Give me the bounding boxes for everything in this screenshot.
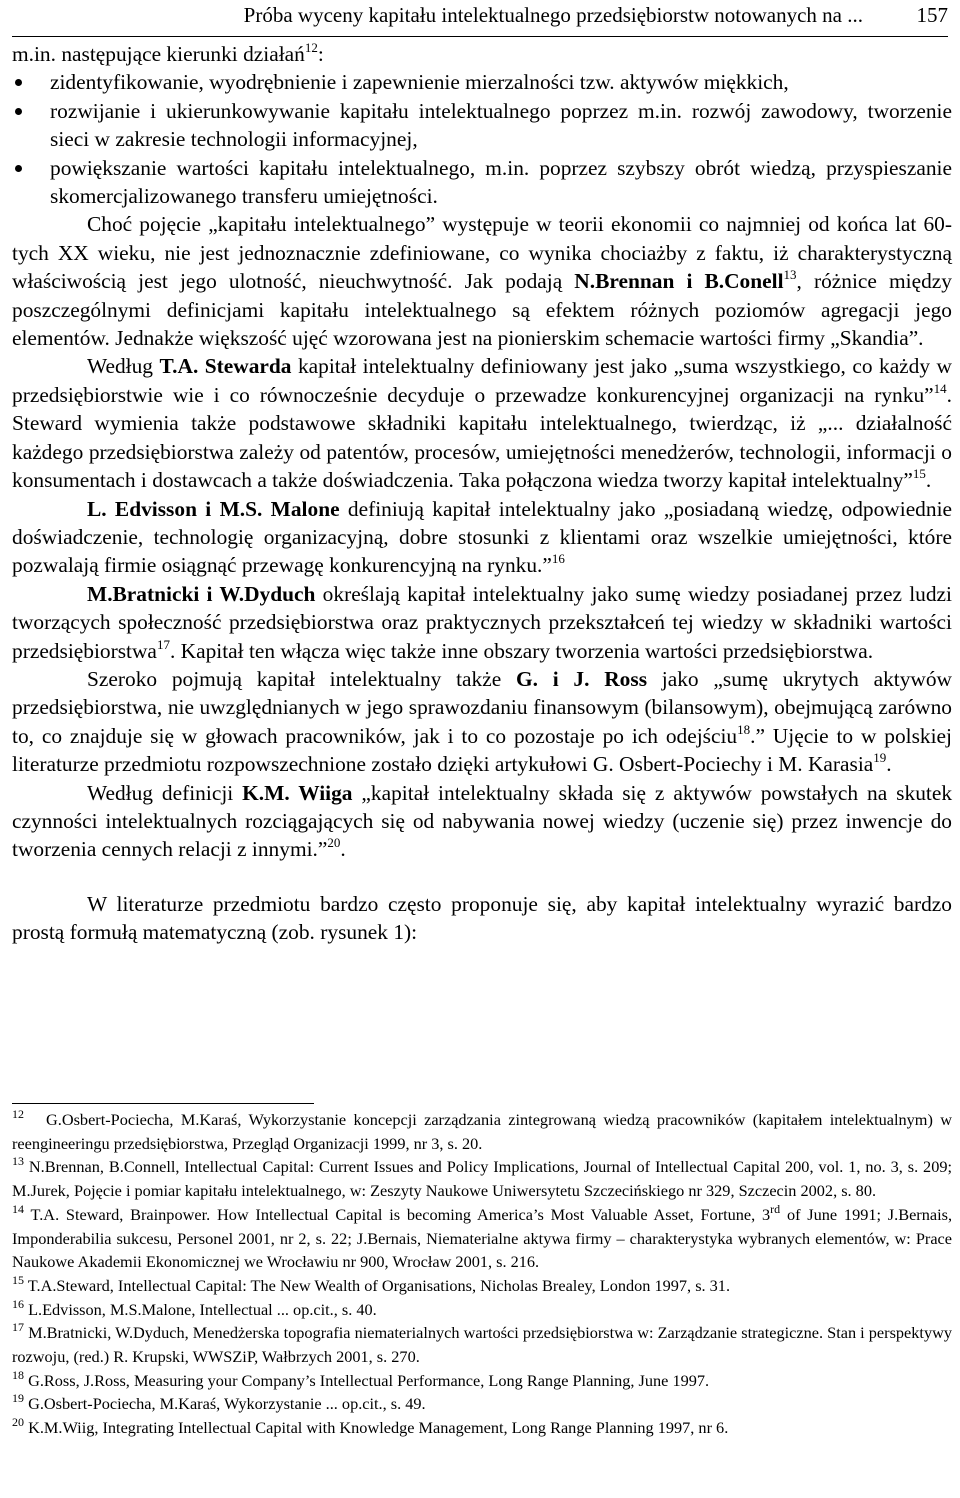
footnote: $^{16}$ L.Edvisson, M.S.Malone, Intellectual ... op.cit., s. 40. bbox=[12, 1296, 377, 1319]
footnote-ref: 14 bbox=[933, 380, 947, 396]
paragraph: Według T.A. Stewarda kapitał intelektualny definiowany jest jako „suma wszystkiego, co każdy w przedsiębiorstwie wie i co równocześnie decyduje o przewadze konkurencyjnej organizacji na rynku”$^{14}$. Steward wymienia także podstawowe składniki kapitału intelektualnego, twierdząc, iż „... działalność każdego przedsiębiorstwa zależy od patentów, procesów, umiejętności menedżerów, technologii, informacji o konsumentach i dostawcach a także doświadczenia. Taka połączona wiedza tworzy kapitał intelektualny”$^{15}$. bbox=[12, 354, 952, 493]
author-name: L. Edvisson i M.S. Malone bbox=[87, 496, 340, 521]
footnote: $^{12}$ G.Osbert-Pociecha, M.Karaś, Wykorzystanie koncepcji zarządzania zintegrowaną wiedzą pracowników (kapitałem intelektualnym) w reengineeringu przedsiębiorstwa, Przegląd Organizacji 1999, nr 3, s. 20. bbox=[12, 1107, 952, 1153]
footnote-ref: 16 bbox=[551, 551, 565, 567]
author-name: M.Bratnicki i W.Dyduch bbox=[87, 581, 316, 606]
paragraph-gap bbox=[12, 864, 952, 890]
footnote: $^{19}$ G.Osbert-Pociecha, M.Karaś, Wykorzystanie ... op.cit., s. 49. bbox=[12, 1391, 426, 1414]
bullet-item: zidentyfikowanie, wyodrębnienie i zapewnienie mierzalności tzw. aktywów miękkich, bbox=[12, 68, 952, 96]
running-header bbox=[12, 0, 948, 37]
footnote-ref: 15 bbox=[912, 466, 926, 482]
footnote-separator bbox=[12, 1103, 314, 1104]
footnote-ref: 17 bbox=[156, 636, 170, 652]
author-name: K.M. Wiiga bbox=[242, 780, 353, 805]
footnote-number: 13 bbox=[12, 1154, 24, 1169]
footnote: $^{18}$ G.Ross, J.Ross, Measuring your Company’s Intellectual Performance, Long Range Planning, June 1997. bbox=[12, 1367, 710, 1390]
footnote-number: 19 bbox=[12, 1391, 24, 1406]
footnote-number: 18 bbox=[12, 1367, 24, 1382]
ordinal-suffix: rd bbox=[770, 1201, 781, 1216]
paragraph: Choć pojęcie „kapitału intelektualnego” występuje w teorii ekonomii co najmniej od końca lat 60-tych XX wieku, nie jest jednoznacznie zdefiniowane, co wynika chociażby z faktu, iż charakterystyczną właściwością jest jego ulotność, nieuchwytność. Jak podają N.Brennan i B.Conell$^{13}$, różnice między poszczególnymi definicjami kapitału intelektualnego są efektem różnych poziomów agregacji jego elementów. Jednakże większość ujęć wzorowana jest na pionierskim schemacie wartości firmy „Skandia”. bbox=[12, 212, 952, 351]
footnote: $^{13}$ N.Brennan, B.Connell, Intellectual Capital: Current Issues and Policy Implications, Journal of Intellectual Capital 200, vol. 1, no. 3, s. 209; M.Jurek, Pojęcie i pomiar kapitału intelektualnego, w: Zeszyty Naukowe Uniwersytetu Szczecińskiego nr 329, Szczecin 2002, s. 80. bbox=[12, 1154, 952, 1201]
footnote-number: 15 bbox=[12, 1272, 24, 1287]
header-title: Próba wyceny kapitału intelektualnego przedsiębiorstw notowanych na ... bbox=[243, 3, 863, 27]
footnotes bbox=[12, 1108, 952, 1440]
bullet-item: powiększanie wartości kapitału intelektualnego, m.in. poprzez szybszy obrót wiedzą, przyspieszanie skomercjalizowanego transferu umiejętności. bbox=[12, 154, 952, 211]
author-name: G. i J. Ross bbox=[515, 666, 648, 691]
paragraph: L. Edvisson i M.S. Malone definiują kapitał intelektualny jako „posiadaną wiedzę, odpowiednie doświadczenie, technologię organizacyjną, dobre stosunki z klientami oraz wszelkie umiejętności, które pozwalają firmie osiągnąć przewagę konkurencyjną na rynku.”$^{16}$ bbox=[12, 496, 953, 578]
main-text bbox=[12, 40, 952, 947]
footnote-number: 20 bbox=[12, 1415, 24, 1430]
footnote-number: 17 bbox=[12, 1320, 24, 1335]
footnote: $^{20}$ K.M.Wiig, Integrating Intellectual Capital with Knowledge Management, Long Range Planning 1997, nr 6. bbox=[12, 1415, 729, 1438]
paragraph: W literaturze przedmiotu bardzo często proponuje się, aby kapitał intelektualny wyrazić bardzo prostą formułą matematyczną (zob. rysunek 1): bbox=[12, 891, 952, 945]
footnote-number: 14 bbox=[12, 1201, 24, 1216]
paragraph: Według definicji K.M. Wiiga „kapitał intelektualny składa się z aktywów powstałych na skutek czynności intelektualnych rozciągających się od nabywania nowej wiedzy (uczenie się) przez inwencje do tworzenia cennych relacji z innymi.”$^{20}$. bbox=[12, 780, 953, 862]
footnote-ref: 12 bbox=[304, 40, 318, 55]
footnote: $^{15}$ T.A.Steward, Intellectual Capital: The New Wealth of Organisations, Nicholas Brealey, London 1997, s. 31. bbox=[12, 1272, 731, 1295]
footnote-ref: 19 bbox=[873, 750, 887, 766]
footnote-ref: 13 bbox=[783, 267, 797, 283]
bullet-list bbox=[12, 68, 952, 210]
footnote: $^{17}$ M.Bratnicki, W.Dyduch, Menedżerska topografia niematerialnych wartości przedsiębiorstwa w: Zarządzanie strategiczne. Stan i perspektywy rozwoju, (red.) R. Krupski, WWSZiP, Wałbrzych 2001, s. 270. bbox=[12, 1320, 952, 1367]
footnote-number: 16 bbox=[12, 1296, 24, 1311]
page-number: 157 bbox=[916, 3, 948, 27]
footnote-number: 12 bbox=[12, 1107, 24, 1121]
bullet-item: rozwijanie i ukierunkowywanie kapitału intelektualnego poprzez m.in. rozwój zawodowy, tworzenie sieci w zakresie technologii informacyjnej, bbox=[12, 97, 952, 154]
author-name: T.A. Stewarda bbox=[159, 354, 292, 379]
intro-line: m.in. następujące kierunki działań$^{12}$: bbox=[12, 40, 324, 66]
paragraph: M.Bratnicki i W.Dyduch określają kapitał intelektualny jako sumę wiedzy posiadanej przez ludzi tworzących społeczność przedsiębiorstwa oraz praktycznych przekształceń tej wiedzy w składniki wartości przedsiębiorstwa$^{17}$. Kapitał ten włącza więc także inne obszary tworzenia wartości przedsiębiorstwa. bbox=[12, 581, 952, 663]
footnote-ref: 20 bbox=[327, 835, 341, 851]
paragraph: Szeroko pojmują kapitał intelektualny także G. i J. Ross jako „sumę ukrytych aktywów przedsiębiorstwa, nie uwzględnianych w jego sprawozdaniu finansowym (bilansowym), obejmującą zarówno to, co znajduje się w głowach pracowników, jak i to co pozostaje po ich odejściu$^{18}$.” Ujęcie to w polskiej literaturze przedmiotu rozpowszechnione zostało dzięki artykułowi G. Osbert-Pociechy i M. Karasia$^{19}$. bbox=[12, 666, 952, 777]
author-name: N.Brennan i B.Conell bbox=[574, 269, 784, 294]
footnote-ref: 18 bbox=[737, 721, 751, 737]
footnote: $^{14}$ T.A. Steward, Brainpower. How Intellectual Capital is becoming America’s Most Valuable Asset, Fortune, 3rd of June 1991; J.Bernais, Imponderabilia sukcesu, Personel 2001, nr 2, s. 22; J.Bernais, Niematerialne aktywa firmy – charakterystyka wybranych elementów, w: Prace Naukowe Akademii Ekonomicznej we Wrocławiu nr 900, Wrocław 2001, s. 216. bbox=[12, 1201, 953, 1272]
